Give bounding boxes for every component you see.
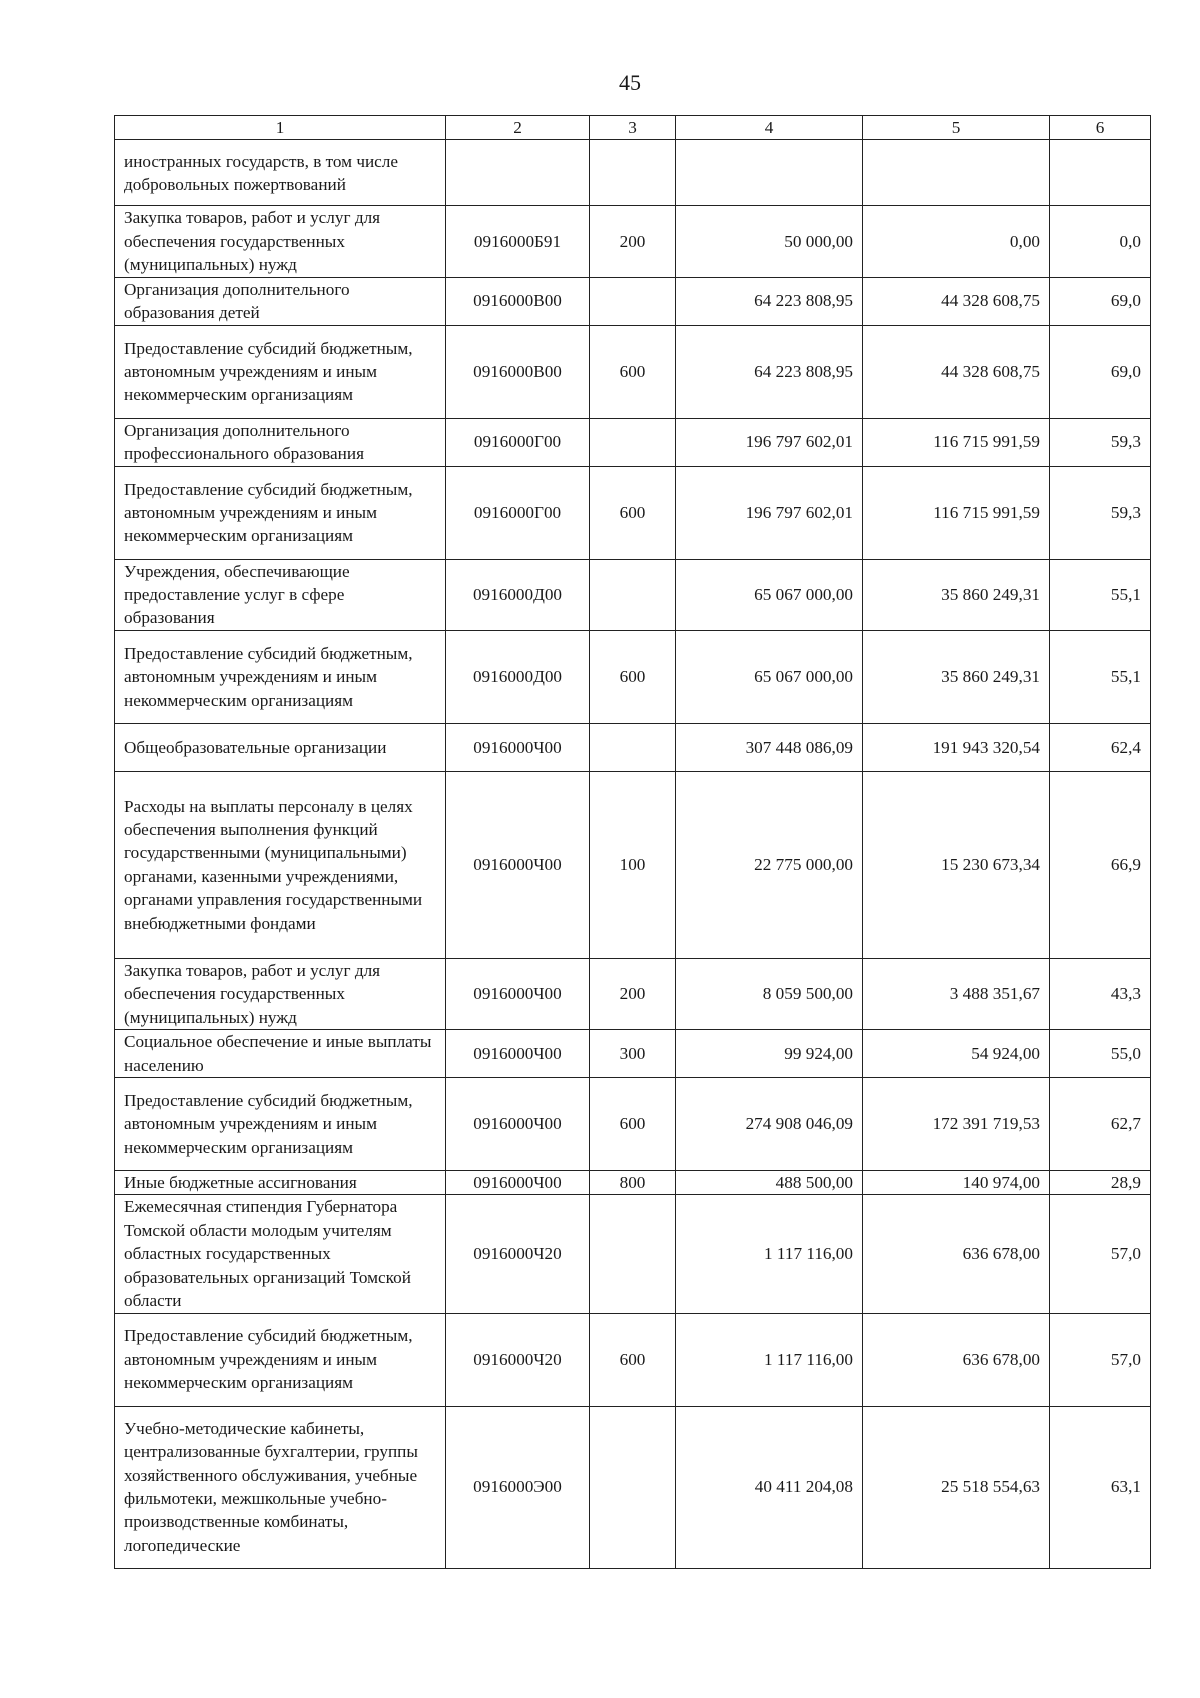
planned-amount: 1 117 116,00 (676, 1195, 863, 1313)
table-row (115, 958, 1151, 1029)
table-row (115, 1195, 1151, 1313)
expense-name: Ежемесячная стипендия Губернатора Томской области молодым учителям областных государственных образовательных организаций Томской области (115, 1195, 446, 1313)
execution-percent: 43,3 (1050, 958, 1151, 1029)
execution-percent: 59,3 (1050, 418, 1151, 466)
target-code: 0916000Ч20 (446, 1313, 590, 1406)
planned-amount: 64 223 808,95 (676, 325, 863, 418)
target-code: 0916000Ч00 (446, 771, 590, 958)
table-row (115, 325, 1151, 418)
expense-type-code (590, 277, 676, 325)
expense-type-code: 600 (590, 1078, 676, 1171)
expense-type-code: 200 (590, 206, 676, 277)
execution-percent: 63,1 (1050, 1406, 1151, 1568)
execution-percent: 57,0 (1050, 1195, 1151, 1313)
execution-percent (1050, 140, 1151, 206)
execution-percent: 57,0 (1050, 1313, 1151, 1406)
actual-amount: 116 715 991,59 (863, 418, 1050, 466)
planned-amount: 274 908 046,09 (676, 1078, 863, 1171)
actual-amount: 44 328 608,75 (863, 325, 1050, 418)
planned-amount: 50 000,00 (676, 206, 863, 277)
actual-amount: 3 488 351,67 (863, 958, 1050, 1029)
expense-name: Предоставление субсидий бюджетным, автономным учреждениям и иным некоммерческим организациям (115, 1313, 446, 1406)
target-code: 0916000Д00 (446, 559, 590, 630)
target-code: 0916000Ч00 (446, 723, 590, 771)
execution-percent: 62,4 (1050, 723, 1151, 771)
actual-amount: 25 518 554,63 (863, 1406, 1050, 1568)
execution-percent: 55,1 (1050, 559, 1151, 630)
expense-type-code: 600 (590, 466, 676, 559)
table-row (115, 206, 1151, 277)
expense-type-code: 100 (590, 771, 676, 958)
planned-amount: 22 775 000,00 (676, 771, 863, 958)
expense-type-code: 600 (590, 1313, 676, 1406)
execution-percent: 28,9 (1050, 1171, 1151, 1195)
table-row (115, 723, 1151, 771)
table-row (115, 466, 1151, 559)
column-header: 6 (1050, 116, 1151, 140)
planned-amount: 65 067 000,00 (676, 630, 863, 723)
expense-type-code: 300 (590, 1030, 676, 1078)
target-code: 0916000В00 (446, 277, 590, 325)
expense-type-code (590, 723, 676, 771)
expense-name: Предоставление субсидий бюджетным, автономным учреждениям и иным некоммерческим организациям (115, 1078, 446, 1171)
expense-name: Учреждения, обеспечивающие предоставление услуг в сфере образования (115, 559, 446, 630)
expense-type-code: 200 (590, 958, 676, 1029)
expense-type-code: 800 (590, 1171, 676, 1195)
target-code: 0916000Ч00 (446, 1030, 590, 1078)
column-header: 3 (590, 116, 676, 140)
execution-percent: 0,0 (1050, 206, 1151, 277)
expense-name: Иные бюджетные ассигнования (115, 1171, 446, 1195)
target-code: 0916000Ч00 (446, 958, 590, 1029)
actual-amount: 636 678,00 (863, 1195, 1050, 1313)
expense-name: Общеобразовательные организации (115, 723, 446, 771)
actual-amount: 636 678,00 (863, 1313, 1050, 1406)
actual-amount: 191 943 320,54 (863, 723, 1050, 771)
expense-name: Предоставление субсидий бюджетным, автономным учреждениям и иным некоммерческим организациям (115, 325, 446, 418)
expense-name: Закупка товаров, работ и услуг для обеспечения государственных (муниципальных) нужд (115, 958, 446, 1029)
execution-percent: 66,9 (1050, 771, 1151, 958)
actual-amount: 35 860 249,31 (863, 630, 1050, 723)
actual-amount: 172 391 719,53 (863, 1078, 1050, 1171)
expense-type-code (590, 1406, 676, 1568)
expense-name: Предоставление субсидий бюджетным, автономным учреждениям и иным некоммерческим организациям (115, 630, 446, 723)
table-row (115, 418, 1151, 466)
planned-amount: 64 223 808,95 (676, 277, 863, 325)
table-row (115, 771, 1151, 958)
execution-percent: 62,7 (1050, 1078, 1151, 1171)
table-header-row (115, 116, 1151, 140)
planned-amount: 1 117 116,00 (676, 1313, 863, 1406)
table-row (115, 277, 1151, 325)
budget-table (114, 115, 1151, 1569)
actual-amount: 35 860 249,31 (863, 559, 1050, 630)
table-row (115, 630, 1151, 723)
expense-type-code (590, 140, 676, 206)
planned-amount: 65 067 000,00 (676, 559, 863, 630)
column-header: 4 (676, 116, 863, 140)
target-code: 0916000Г00 (446, 418, 590, 466)
target-code: 0916000Б91 (446, 206, 590, 277)
expense-type-code (590, 559, 676, 630)
execution-percent: 69,0 (1050, 325, 1151, 418)
expense-name: Учебно-методические кабинеты, централизованные бухгалтерии, группы хозяйственного обслуживания, учебные фильмотеки, межшкольные учебно-производственные комбинаты, логопедические (115, 1406, 446, 1568)
table-row (115, 1313, 1151, 1406)
planned-amount: 99 924,00 (676, 1030, 863, 1078)
planned-amount: 307 448 086,09 (676, 723, 863, 771)
actual-amount: 15 230 673,34 (863, 771, 1050, 958)
table-row (115, 1030, 1151, 1078)
table-row (115, 140, 1151, 206)
table-row (115, 1078, 1151, 1171)
actual-amount: 116 715 991,59 (863, 466, 1050, 559)
target-code: 0916000Д00 (446, 630, 590, 723)
column-header: 2 (446, 116, 590, 140)
expense-name: Организация дополнительного профессионального образования (115, 418, 446, 466)
expense-name: Организация дополнительного образования детей (115, 277, 446, 325)
planned-amount: 196 797 602,01 (676, 466, 863, 559)
planned-amount (676, 140, 863, 206)
table-row (115, 559, 1151, 630)
planned-amount: 40 411 204,08 (676, 1406, 863, 1568)
expense-name: Социальное обеспечение и иные выплаты населению (115, 1030, 446, 1078)
execution-percent: 55,0 (1050, 1030, 1151, 1078)
target-code: 0916000Э00 (446, 1406, 590, 1568)
expense-type-code (590, 1195, 676, 1313)
target-code: 0916000Г00 (446, 466, 590, 559)
expense-name: иностранных государств, в том числе добровольных пожертвований (115, 140, 446, 206)
expense-type-code: 600 (590, 325, 676, 418)
actual-amount: 54 924,00 (863, 1030, 1050, 1078)
expense-name: Закупка товаров, работ и услуг для обеспечения государственных (муниципальных) нужд (115, 206, 446, 277)
planned-amount: 8 059 500,00 (676, 958, 863, 1029)
actual-amount (863, 140, 1050, 206)
column-header: 5 (863, 116, 1050, 140)
expense-type-code (590, 418, 676, 466)
execution-percent: 69,0 (1050, 277, 1151, 325)
actual-amount: 0,00 (863, 206, 1050, 277)
target-code: 0916000Ч20 (446, 1195, 590, 1313)
expense-name: Расходы на выплаты персоналу в целях обеспечения выполнения функций государственными (муниципальными) органами, казенными учреждениями, органами управления государственными внебюджетными фондами (115, 771, 446, 958)
target-code: 0916000Ч00 (446, 1171, 590, 1195)
column-header: 1 (115, 116, 446, 140)
table-row (115, 1171, 1151, 1195)
execution-percent: 59,3 (1050, 466, 1151, 559)
planned-amount: 196 797 602,01 (676, 418, 863, 466)
page-number: 45 (619, 70, 641, 95)
target-code (446, 140, 590, 206)
target-code: 0916000В00 (446, 325, 590, 418)
expense-type-code: 600 (590, 630, 676, 723)
actual-amount: 140 974,00 (863, 1171, 1050, 1195)
planned-amount: 488 500,00 (676, 1171, 863, 1195)
table-row (115, 1406, 1151, 1568)
target-code: 0916000Ч00 (446, 1078, 590, 1171)
execution-percent: 55,1 (1050, 630, 1151, 723)
expense-name: Предоставление субсидий бюджетным, автономным учреждениям и иным некоммерческим организациям (115, 466, 446, 559)
actual-amount: 44 328 608,75 (863, 277, 1050, 325)
